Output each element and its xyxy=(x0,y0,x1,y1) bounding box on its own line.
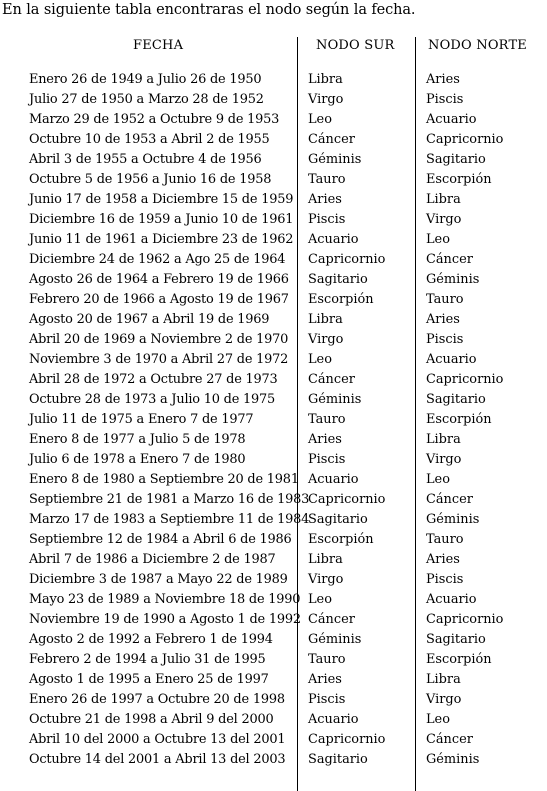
cell-fecha: Octubre 14 del 2001 a Abril 13 del 2003 xyxy=(29,752,286,767)
table-row xyxy=(0,350,547,370)
cell-nodo-norte: Capricornio xyxy=(426,372,504,387)
cell-nodo-norte: Acuario xyxy=(426,352,477,367)
table-row xyxy=(0,270,547,290)
cell-nodo-sur: Virgo xyxy=(308,572,344,587)
header-nodo-norte: NODO NORTE xyxy=(428,38,527,53)
cell-fecha: Mayo 23 de 1989 a Noviembre 18 de 1990 xyxy=(29,592,301,607)
cell-fecha: Enero 26 de 1949 a Julio 26 de 1950 xyxy=(29,72,262,87)
cell-fecha: Septiembre 21 de 1981 a Marzo 16 de 1983 xyxy=(29,492,310,507)
cell-nodo-sur: Cáncer xyxy=(308,612,355,627)
cell-nodo-norte: Géminis xyxy=(426,512,480,527)
cell-nodo-sur: Capricornio xyxy=(308,492,386,507)
intro-text: En la siguiente tabla encontraras el nodo según la fecha. xyxy=(2,2,416,18)
table-row xyxy=(0,130,547,150)
cell-nodo-norte: Capricornio xyxy=(426,132,504,147)
cell-nodo-norte: Piscis xyxy=(426,92,464,107)
cell-nodo-sur: Escorpión xyxy=(308,292,374,307)
cell-nodo-norte: Virgo xyxy=(426,212,462,227)
cell-fecha: Enero 26 de 1997 a Octubre 20 de 1998 xyxy=(29,692,285,707)
table-row xyxy=(0,230,547,250)
header-nodo-sur: NODO SUR xyxy=(316,38,395,53)
cell-nodo-sur: Libra xyxy=(308,552,343,567)
cell-nodo-sur: Libra xyxy=(308,72,343,87)
cell-nodo-sur: Aries xyxy=(308,192,342,207)
cell-nodo-sur: Leo xyxy=(308,592,332,607)
table-row xyxy=(0,110,547,130)
table-body xyxy=(0,70,547,770)
table-row xyxy=(0,210,547,230)
cell-fecha: Abril 7 de 1986 a Diciembre 2 de 1987 xyxy=(29,552,276,567)
cell-nodo-sur: Virgo xyxy=(308,92,344,107)
cell-fecha: Abril 10 del 2000 a Octubre 13 del 2001 xyxy=(29,732,286,747)
cell-fecha: Octubre 28 de 1973 a Julio 10 de 1975 xyxy=(29,392,276,407)
header-fecha: FECHA xyxy=(133,38,184,53)
cell-nodo-norte: Aries xyxy=(426,312,460,327)
cell-nodo-sur: Escorpión xyxy=(308,532,374,547)
cell-nodo-norte: Virgo xyxy=(426,452,462,467)
table-row xyxy=(0,530,547,550)
cell-nodo-norte: Tauro xyxy=(426,292,464,307)
table-row xyxy=(0,510,547,530)
cell-nodo-sur: Piscis xyxy=(308,692,346,707)
cell-nodo-sur: Virgo xyxy=(308,332,344,347)
cell-nodo-norte: Aries xyxy=(426,72,460,87)
cell-fecha: Octubre 21 de 1998 a Abril 9 del 2000 xyxy=(29,712,274,727)
cell-nodo-sur: Capricornio xyxy=(308,732,386,747)
cell-nodo-sur: Libra xyxy=(308,312,343,327)
table-row xyxy=(0,90,547,110)
cell-nodo-sur: Sagitario xyxy=(308,512,368,527)
cell-nodo-norte: Libra xyxy=(426,432,461,447)
cell-nodo-norte: Escorpión xyxy=(426,412,492,427)
cell-fecha: Abril 20 de 1969 a Noviembre 2 de 1970 xyxy=(29,332,289,347)
cell-fecha: Marzo 17 de 1983 a Septiembre 11 de 1984 xyxy=(29,512,310,527)
cell-nodo-sur: Piscis xyxy=(308,212,346,227)
cell-nodo-norte: Aries xyxy=(426,552,460,567)
cell-fecha: Junio 17 de 1958 a Diciembre 15 de 1959 xyxy=(29,192,294,207)
cell-nodo-norte: Sagitario xyxy=(426,392,486,407)
cell-fecha: Octubre 5 de 1956 a Junio 16 de 1958 xyxy=(29,172,272,187)
table-row xyxy=(0,630,547,650)
table-row xyxy=(0,170,547,190)
cell-fecha: Febrero 2 de 1994 a Julio 31 de 1995 xyxy=(29,652,266,667)
cell-nodo-norte: Virgo xyxy=(426,692,462,707)
cell-fecha: Agosto 26 de 1964 a Febrero 19 de 1966 xyxy=(29,272,289,287)
cell-nodo-sur: Acuario xyxy=(308,472,359,487)
cell-nodo-sur: Tauro xyxy=(308,412,346,427)
cell-fecha: Diciembre 3 de 1987 a Mayo 22 de 1989 xyxy=(29,572,288,587)
cell-nodo-norte: Leo xyxy=(426,232,450,247)
cell-nodo-norte: Cáncer xyxy=(426,252,473,267)
table-row xyxy=(0,690,547,710)
table-row xyxy=(0,470,547,490)
cell-nodo-sur: Acuario xyxy=(308,232,359,247)
table-row xyxy=(0,370,547,390)
table-row xyxy=(0,70,547,90)
cell-nodo-sur: Tauro xyxy=(308,172,346,187)
table-row xyxy=(0,190,547,210)
table-row xyxy=(0,150,547,170)
table-row xyxy=(0,330,547,350)
cell-fecha: Enero 8 de 1977 a Julio 5 de 1978 xyxy=(29,432,246,447)
cell-nodo-norte: Escorpión xyxy=(426,652,492,667)
table-row xyxy=(0,610,547,630)
cell-fecha: Julio 6 de 1978 a Enero 7 de 1980 xyxy=(29,452,246,467)
cell-fecha: Marzo 29 de 1952 a Octubre 9 de 1953 xyxy=(29,112,280,127)
table-row xyxy=(0,550,547,570)
cell-nodo-norte: Piscis xyxy=(426,332,464,347)
cell-nodo-norte: Géminis xyxy=(426,752,480,767)
table-row xyxy=(0,450,547,470)
cell-nodo-sur: Géminis xyxy=(308,152,362,167)
table-row xyxy=(0,730,547,750)
cell-fecha: Diciembre 16 de 1959 a Junio 10 de 1961 xyxy=(29,212,294,227)
table-row xyxy=(0,590,547,610)
cell-nodo-sur: Piscis xyxy=(308,452,346,467)
cell-nodo-norte: Acuario xyxy=(426,592,477,607)
cell-fecha: Agosto 1 de 1995 a Enero 25 de 1997 xyxy=(29,672,269,687)
cell-fecha: Noviembre 3 de 1970 a Abril 27 de 1972 xyxy=(29,352,289,367)
table-row xyxy=(0,310,547,330)
cell-nodo-sur: Tauro xyxy=(308,652,346,667)
cell-fecha: Septiembre 12 de 1984 a Abril 6 de 1986 xyxy=(29,532,292,547)
table-row xyxy=(0,490,547,510)
table-row xyxy=(0,290,547,310)
cell-nodo-sur: Aries xyxy=(308,672,342,687)
cell-nodo-sur: Acuario xyxy=(308,712,359,727)
cell-nodo-sur: Sagitario xyxy=(308,752,368,767)
cell-nodo-norte: Capricornio xyxy=(426,612,504,627)
cell-nodo-norte: Sagitario xyxy=(426,152,486,167)
table-row xyxy=(0,670,547,690)
cell-fecha: Octubre 10 de 1953 a Abril 2 de 1955 xyxy=(29,132,270,147)
cell-nodo-sur: Cáncer xyxy=(308,372,355,387)
cell-nodo-norte: Piscis xyxy=(426,572,464,587)
cell-nodo-sur: Aries xyxy=(308,432,342,447)
cell-nodo-sur: Leo xyxy=(308,112,332,127)
cell-nodo-norte: Sagitario xyxy=(426,632,486,647)
cell-nodo-norte: Leo xyxy=(426,472,450,487)
cell-nodo-norte: Cáncer xyxy=(426,492,473,507)
cell-fecha: Diciembre 24 de 1962 a Ago 25 de 1964 xyxy=(29,252,286,267)
cell-fecha: Enero 8 de 1980 a Septiembre 20 de 1981 xyxy=(29,472,299,487)
cell-fecha: Julio 11 de 1975 a Enero 7 de 1977 xyxy=(29,412,254,427)
cell-nodo-sur: Leo xyxy=(308,352,332,367)
table-row xyxy=(0,650,547,670)
cell-fecha: Julio 27 de 1950 a Marzo 28 de 1952 xyxy=(29,92,264,107)
cell-fecha: Junio 11 de 1961 a Diciembre 23 de 1962 xyxy=(29,232,294,247)
table-row xyxy=(0,410,547,430)
cell-nodo-sur: Cáncer xyxy=(308,132,355,147)
cell-nodo-norte: Escorpión xyxy=(426,172,492,187)
cell-nodo-norte: Libra xyxy=(426,672,461,687)
table-row xyxy=(0,710,547,730)
cell-fecha: Abril 3 de 1955 a Octubre 4 de 1956 xyxy=(29,152,262,167)
cell-fecha: Agosto 20 de 1967 a Abril 19 de 1969 xyxy=(29,312,270,327)
table-row xyxy=(0,430,547,450)
cell-nodo-sur: Sagitario xyxy=(308,272,368,287)
cell-nodo-norte: Leo xyxy=(426,712,450,727)
cell-nodo-norte: Cáncer xyxy=(426,732,473,747)
table-row xyxy=(0,570,547,590)
cell-nodo-norte: Acuario xyxy=(426,112,477,127)
table-row xyxy=(0,250,547,270)
cell-fecha: Febrero 20 de 1966 a Agosto 19 de 1967 xyxy=(29,292,289,307)
cell-nodo-norte: Tauro xyxy=(426,532,464,547)
cell-fecha: Abril 28 de 1972 a Octubre 27 de 1973 xyxy=(29,372,278,387)
table-row xyxy=(0,750,547,770)
cell-nodo-sur: Géminis xyxy=(308,392,362,407)
table-row xyxy=(0,390,547,410)
cell-nodo-sur: Géminis xyxy=(308,632,362,647)
cell-nodo-norte: Libra xyxy=(426,192,461,207)
cell-nodo-norte: Géminis xyxy=(426,272,480,287)
cell-fecha: Noviembre 19 de 1990 a Agosto 1 de 1992 xyxy=(29,612,301,627)
cell-fecha: Agosto 2 de 1992 a Febrero 1 de 1994 xyxy=(29,632,273,647)
cell-nodo-sur: Capricornio xyxy=(308,252,386,267)
